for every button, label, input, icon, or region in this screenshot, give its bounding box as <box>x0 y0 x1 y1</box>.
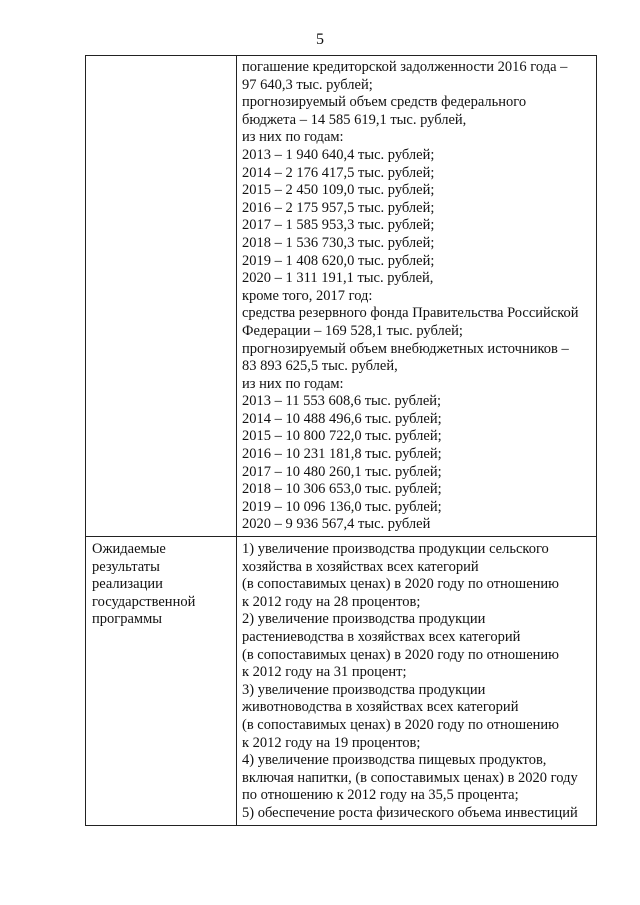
table-row-expected-results <box>86 537 597 826</box>
text-line: животноводства в хозяйствах всех категорий <box>242 699 519 716</box>
row-content-cell <box>237 537 597 826</box>
text-line: 2) увеличение производства продукции <box>242 611 486 628</box>
text-line: 2014 – 10 488 496,6 тыс. рублей; <box>242 410 442 427</box>
row-label-line: государственной <box>92 593 196 610</box>
text-line: кроме того, 2017 год: <box>242 287 373 304</box>
row-label <box>86 56 236 64</box>
text-line: к 2012 году на 19 процентов; <box>242 734 421 751</box>
program-passport-table <box>85 55 597 826</box>
text-line: 2016 – 2 175 957,5 тыс. рублей; <box>242 199 435 216</box>
text-line: бюджета – 14 585 619,1 тыс. рублей, <box>242 111 467 128</box>
expected-results-text <box>237 537 596 825</box>
text-line: к 2012 году на 28 процентов; <box>242 593 421 610</box>
text-line: 83 893 625,5 тыс. рублей, <box>242 358 398 375</box>
text-line: 2017 – 10 480 260,1 тыс. рублей; <box>242 463 442 480</box>
row-label-cell <box>86 56 237 537</box>
text-line: 2013 – 11 553 608,6 тыс. рублей; <box>242 393 442 410</box>
text-line: погашение кредиторской задолженности 2016 года – <box>242 59 568 75</box>
text-line: 2020 – 1 311 191,1 тыс. рублей, <box>242 270 434 287</box>
text-line: прогнозируемый объем внебюджетных источников – <box>242 340 569 357</box>
text-line: к 2012 году на 31 процент; <box>242 664 407 681</box>
row-label-cell <box>86 537 237 826</box>
text-line: (в сопоставимых ценах) в 2020 году по отношению <box>242 716 559 733</box>
text-line: средства резервного фонда Правительства Российской <box>242 305 579 322</box>
text-line: (в сопоставимых ценах) в 2020 году по отношению <box>242 646 559 663</box>
text-line: по отношению к 2012 году на 35,5 процента; <box>242 787 519 804</box>
row-label <box>86 537 236 633</box>
text-line: 1) увеличение производства продукции сельского <box>242 541 549 558</box>
text-line: 2020 – 9 936 567,4 тыс. рублей <box>242 516 431 533</box>
text-line: из них по годам: <box>242 129 344 146</box>
row-label-line: программы <box>92 611 162 628</box>
text-line: 2013 – 1 940 640,4 тыс. рублей; <box>242 146 435 163</box>
text-line: (в сопоставимых ценах) в 2020 году по отношению <box>242 576 559 593</box>
text-line: из них по годам: <box>242 375 344 392</box>
text-line: 4) увеличение производства пищевых продуктов, <box>242 752 547 769</box>
text-line: 2015 – 10 800 722,0 тыс. рублей; <box>242 428 442 445</box>
text-line: 2015 – 2 450 109,0 тыс. рублей; <box>242 182 435 199</box>
text-line: 2014 – 2 176 417,5 тыс. рублей; <box>242 164 435 181</box>
text-line: 97 640,3 тыс. рублей; <box>242 76 373 93</box>
text-line: 2016 – 10 231 181,8 тыс. рублей; <box>242 446 442 463</box>
row-label-line: реализации <box>92 576 163 593</box>
text-line: 3) увеличение производства продукции <box>242 681 486 698</box>
text-line: 2018 – 1 536 730,3 тыс. рублей; <box>242 234 435 251</box>
text-line: прогнозируемый объем средств федерального <box>242 94 527 111</box>
text-line: хозяйства в хозяйствах всех категорий <box>242 558 479 575</box>
row-label-line: результаты <box>92 558 160 575</box>
table-row-funding <box>86 56 597 537</box>
text-line: Федерации – 169 528,1 тыс. рублей; <box>242 322 463 339</box>
page-number: 5 <box>316 31 324 48</box>
text-line: растениеводства в хозяйствах всех категорий <box>242 629 521 645</box>
row-label-line: Ожидаемые <box>92 541 166 558</box>
text-line: 2019 – 1 408 620,0 тыс. рублей; <box>242 252 435 269</box>
row-content-cell <box>237 56 597 537</box>
text-line: 5) обеспечение роста физического объема инвестиций <box>242 804 578 821</box>
text-line: 2017 – 1 585 953,3 тыс. рублей; <box>242 217 435 234</box>
funding-text <box>237 56 596 536</box>
text-line: 2019 – 10 096 136,0 тыс. рублей; <box>242 498 442 515</box>
text-line: включая напитки, (в сопоставимых ценах) в 2020 году <box>242 769 578 786</box>
text-line: 2018 – 10 306 653,0 тыс. рублей; <box>242 481 442 498</box>
